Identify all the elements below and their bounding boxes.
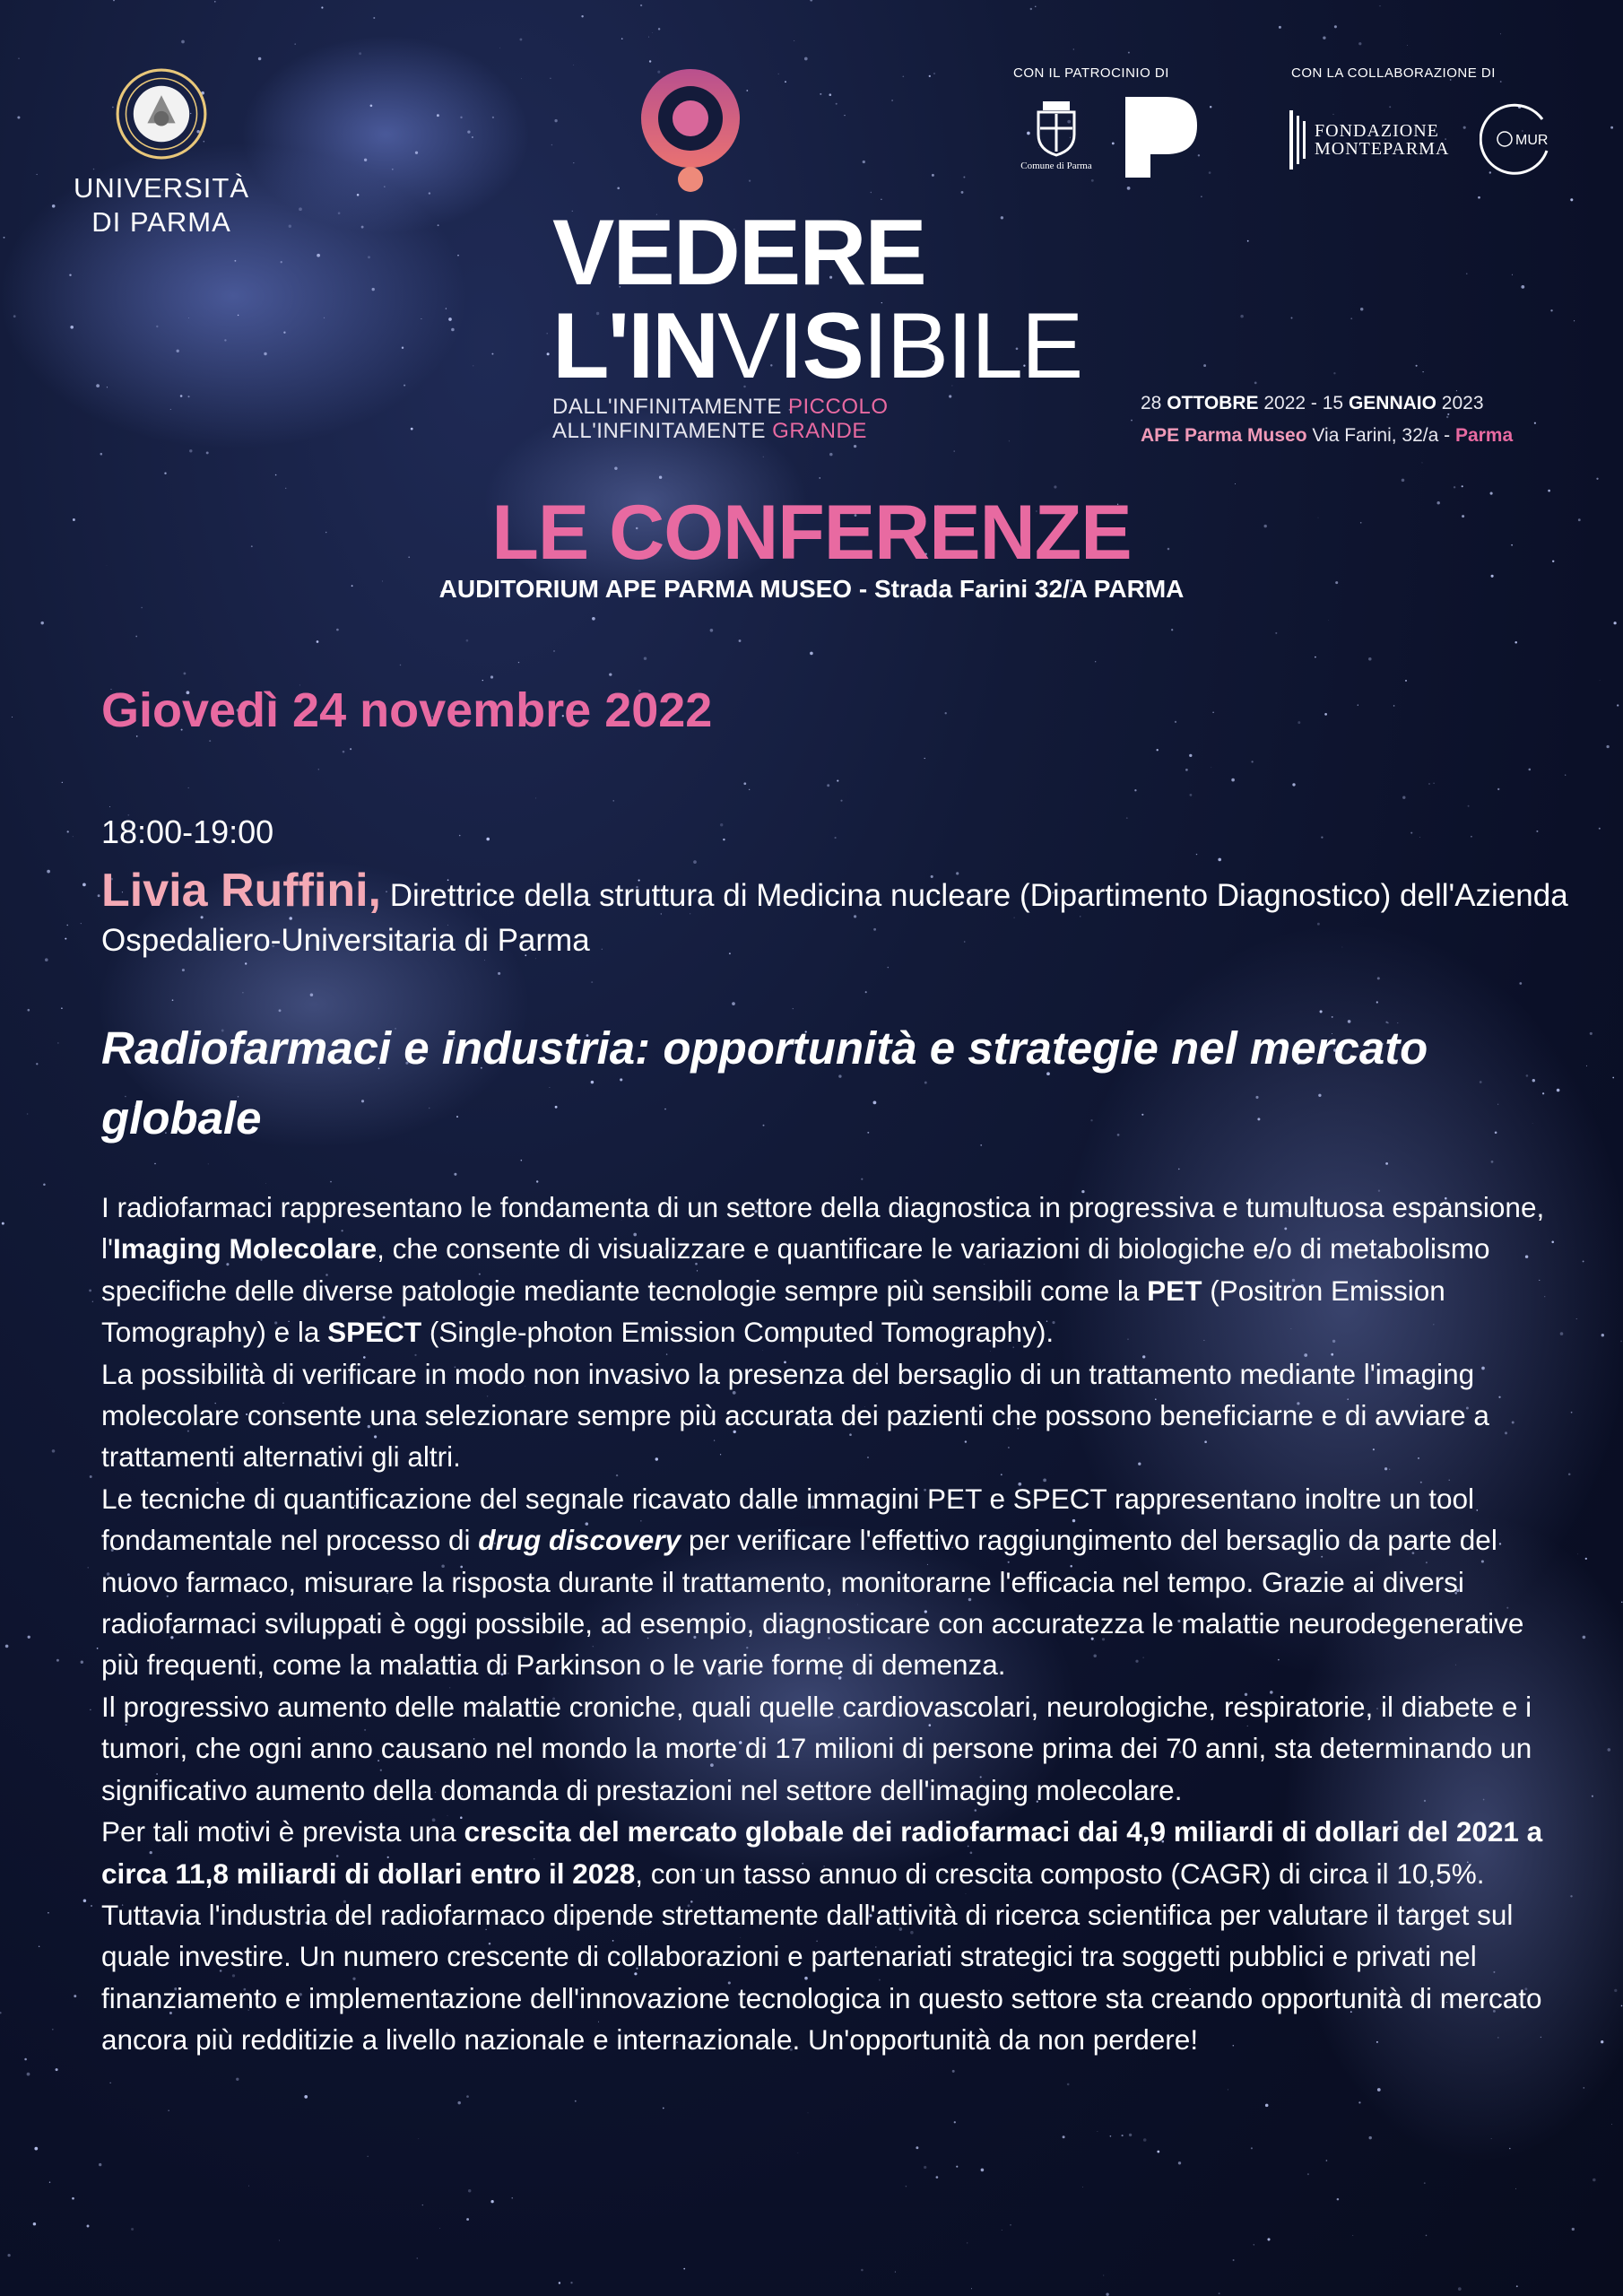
abstract-paragraph-5: Per tali motivi è prevista una crescita del mercato globale dei radiofarmaci dai 4,9 miliardi di dollari del 2021 a circa 11,8 miliardi di dollari entro il 2028, con un tasso annuo di crescita composto (CAGR) di circa il 10,5%. Tuttavia l'industria del radiofarmaco dipende strettamente dall'attività di ricerca scientifica per valutare il target sul quale investire. Un numero crescente di collaborazioni e partenariati strategici tra soggetti pubblici e privati nel finanziamento e implementazione dell'innovazione tecnologica in questo settore sta creando opportunità di mercato ancora più redditizie a livello nazionale e internazionale. Un'opportunità da non perdere!	[101, 1815, 1543, 2057]
speaker-name: Livia Ruffini,	[101, 865, 381, 917]
columns-icon	[1289, 110, 1307, 170]
mur-label: MUR	[1515, 133, 1549, 148]
title-line1: VEDERE	[552, 201, 925, 305]
abstract-paragraph-1: I radiofarmaci rappresentano le fondamenta di un settore della diagnostica in progressiva e tumultuosa espansione, l'Imaging Molecolare, che consente di visualizzare e quantificare le variazioni di biologiche e/o di metabolismo specifiche delle diverse patologie mediante tecnologie sempre più sensibili come la PET (Positron Emission Tomography) e la SPECT (Single-photon Emission Computed Tomography).	[101, 1191, 1545, 1349]
date-range: 28 OTTOBRE 2022 - 15 GENNAIO 2023	[1141, 393, 1484, 413]
auditorium-address: AUDITORIUM APE PARMA MUSEO - Strada Farini 32/A PARMA	[438, 575, 1185, 603]
speaker-role: Direttrice della struttura di Medicina nucleare (Dipartimento Diagnostico) dell'Azienda Ospedaliero-Universitaria di Parma	[101, 878, 1568, 958]
venue: APE Parma Museo Via Farini, 32/a - Parma	[1141, 425, 1514, 446]
university-name-line2: DI PARMA	[91, 206, 231, 238]
exhibition-dates	[1141, 387, 1513, 452]
comune-label: Comune di Parma	[1020, 161, 1092, 171]
talk-title: Radiofarmaci e industria: opportunità e strategie nel mercato globale	[101, 1022, 1428, 1144]
event-date: Giovedì 24 novembre 2022	[101, 683, 713, 737]
exhibition-tagline: DALL'INFINITAMENTE PICCOLO ALL'INFINITAMENTE GRANDE	[552, 395, 889, 443]
university-logo	[54, 67, 269, 239]
exhibition-title	[552, 201, 1082, 398]
university-seal-icon	[115, 67, 208, 161]
university-name-line1: UNIVERSITÀ	[73, 172, 250, 204]
p-logo-icon	[1125, 97, 1197, 178]
mur-circle-icon	[1480, 101, 1556, 178]
section-title: LE CONFERENZE	[491, 490, 1132, 576]
fondazione-line1: FONDAZIONE	[1315, 121, 1439, 141]
collaboration-label: CON LA COLLABORAZIONE DI	[1291, 65, 1496, 81]
abstract-paragraph-3: Le tecniche di quantificazione del segnale ricavato dalle immagini PET e SPECT rappresentano inoltre un tool fondamentale nel processo di drug discovery per verificare l'effettivo raggiungimento del bersaglio da parte del nuovo farmaco, misurare la risposta durante il trattamento, monitorarne l'efficacia nel tempo. Grazie ai diversi radiofarmaci sviluppati è oggi possibile, ad esempio, diagnosticare con accuratezza le malattie neurodegenerative più frequenti, come la malattia di Parkinson o le varie forme di demenza.	[101, 1482, 1524, 1682]
mur-logo	[1480, 101, 1556, 178]
comune-di-parma-logo	[1011, 94, 1101, 171]
abstract	[101, 1187, 1563, 2061]
event-time: 18:00-19:00	[101, 813, 274, 850]
speaker-info	[101, 865, 1572, 963]
parma-crest-icon	[1029, 94, 1083, 157]
title-line2: L'INVISIBILE	[552, 294, 1082, 398]
fondazione-monteparma-logo	[1289, 110, 1449, 170]
abstract-paragraph-4: Il progressivo aumento delle malattie croniche, quali quelle cardiovascolari, neurologiche, respiratorie, il diabete e i tumori, che ogni anno causano nel mondo la morte di 17 milioni di persone prima dei 70 anni, sta determinando un significativo aumento della domanda di prestazioni nel settore dell'imaging molecolare.	[101, 1690, 1532, 1806]
abstract-paragraph-2: La possibilità di verificare in modo non invasivo la presenza del bersaglio di un trattamento mediante l'imaging molecolare consente una selezionare sempre più accurata dei pazienti che possono beneficiarne e di avviare a trattamenti alternativi gli altri.	[101, 1357, 1489, 1474]
eye-drop-logo-icon	[628, 63, 753, 197]
fondazione-line2: MONTEPARMA	[1315, 139, 1450, 159]
patronage-label: CON IL PATROCINIO DI	[1013, 65, 1169, 81]
